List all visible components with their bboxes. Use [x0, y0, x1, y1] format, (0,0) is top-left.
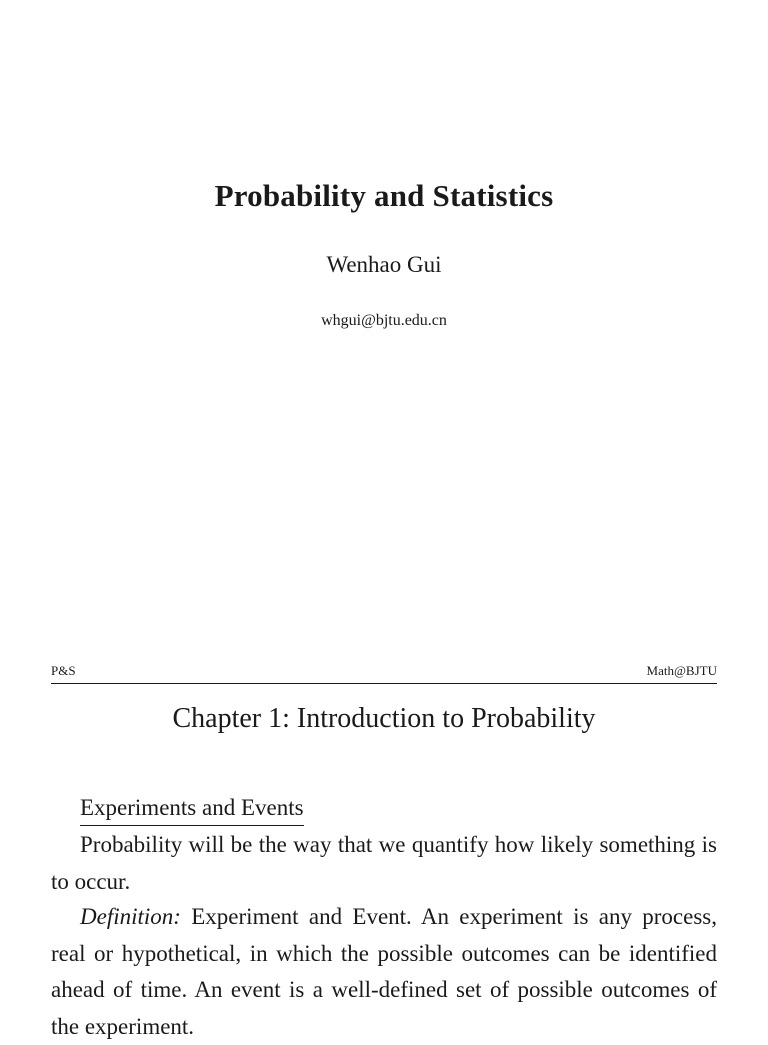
definition-text: Experiment and Event. An experiment is any process, real or hypothetical, in which the possible outcomes can be identified ahead of time. An event is a well-defined set of possible outcomes of the experiment.: [51, 904, 717, 1039]
author-name: Wenhao Gui: [326, 252, 442, 277]
section-heading: Experiments and Events: [80, 795, 304, 826]
chapter-title: Chapter 1: Introduction to Probability: [172, 703, 596, 734]
author-email: whgui@bjtu.edu.cn: [321, 312, 447, 329]
header-divider: [51, 683, 717, 684]
header-right-label: Math@BJTU: [646, 663, 717, 678]
intro-paragraph: Probability will be the way that we quantify how likely something is to occur.: [51, 832, 717, 894]
definition-paragraph: [51, 899, 717, 1045]
document-title: Probability and Statistics: [214, 178, 554, 213]
header-left-label: P&S: [51, 663, 76, 678]
definition-label: Definition:: [80, 904, 181, 929]
